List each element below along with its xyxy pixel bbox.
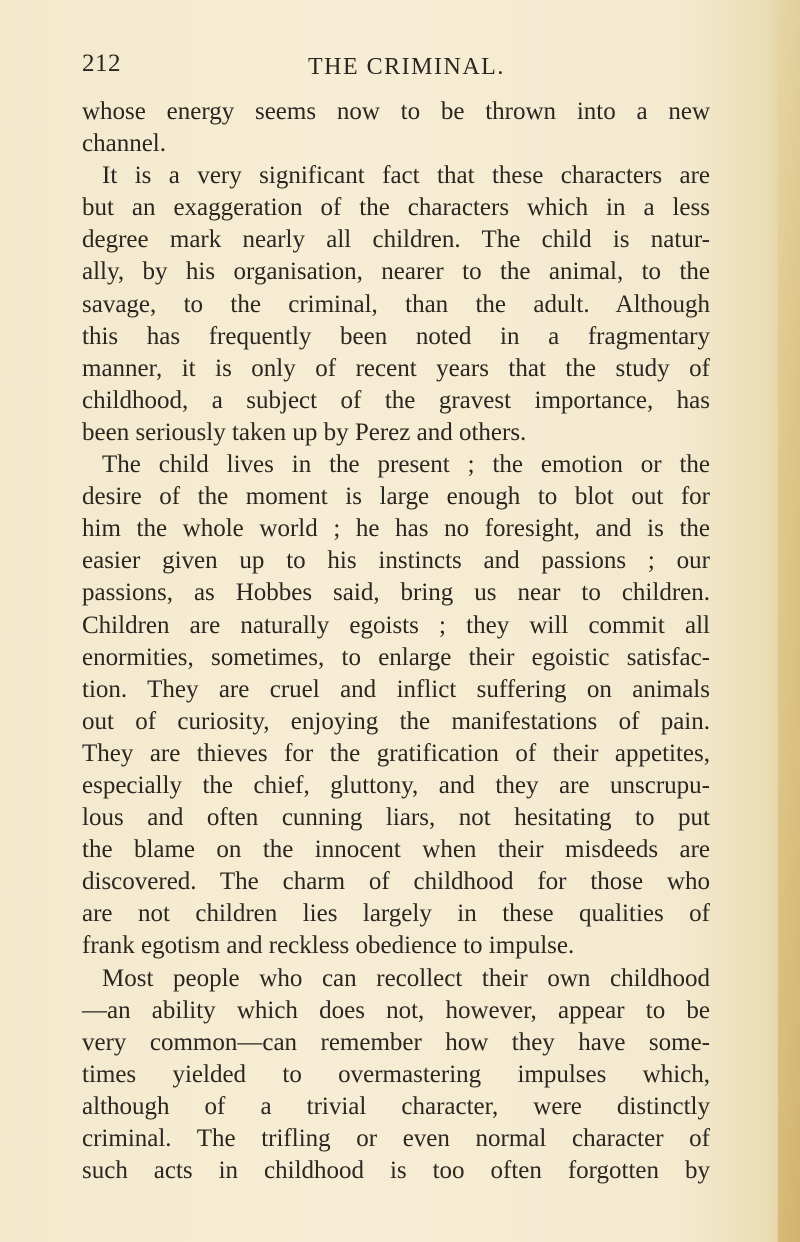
text-line: Most people who can recollect their own childhood xyxy=(102,964,710,992)
running-title: THE CRIMINAL. xyxy=(308,54,505,80)
text-line: Children are naturally egoists ; they will commit all xyxy=(82,611,710,639)
text-line: especially the chief, gluttony, and they are unscrupu- xyxy=(82,771,710,799)
text-line: enormities, sometimes, to enlarge their egoistic satisfac- xyxy=(82,643,710,671)
text-line: him the whole world ; he has no foresight, and is the xyxy=(82,515,710,543)
text-line: —an ability which does not, however, appear to be xyxy=(82,996,710,1024)
text-line: degree mark nearly all children. The child is natur- xyxy=(82,226,710,254)
text-line: It is a very significant fact that these characters are xyxy=(102,162,710,190)
text-line: this has frequently been noted in a fragmentary xyxy=(82,322,710,350)
text-line: They are thieves for the gratification of their appetites, xyxy=(82,739,710,767)
text-line: The child lives in the present ; the emotion or the xyxy=(102,451,710,479)
text-line: the blame on the innocent when their misdeeds are xyxy=(82,836,710,864)
text-line: discovered. The charm of childhood for those who xyxy=(82,868,710,896)
text-line: easier given up to his instincts and passions ; our xyxy=(82,547,710,575)
text-line: childhood, a subject of the gravest importance, has xyxy=(82,386,710,414)
text-line: channel. xyxy=(82,130,166,158)
page-edge-stain xyxy=(778,0,800,1242)
text-line: tion. They are cruel and inflict suffering on animals xyxy=(82,675,710,703)
text-line: but an exaggeration of the characters which in a less xyxy=(82,194,710,222)
text-line: been seriously taken up by Perez and others. xyxy=(82,418,527,446)
page-number: 212 xyxy=(82,50,121,77)
text-line: such acts in childhood is too often forgotten by xyxy=(82,1157,710,1185)
text-line: although of a trivial character, were distinctly xyxy=(82,1092,710,1120)
text-line: lous and often cunning liars, not hesitating to put xyxy=(82,804,710,832)
text-line: are not children lies largely in these qualities of xyxy=(82,900,710,928)
text-line: times yielded to overmastering impulses which, xyxy=(82,1060,710,1088)
text-line: whose energy seems now to be thrown into a new xyxy=(82,98,710,125)
text-line: savage, to the criminal, than the adult. Although xyxy=(82,290,710,318)
running-header xyxy=(82,50,722,84)
text-line: passions, as Hobbes said, bring us near to children. xyxy=(82,579,710,607)
text-line: manner, it is only of recent years that the study of xyxy=(82,354,710,382)
text-line: frank egotism and reckless obedience to impulse. xyxy=(82,932,575,960)
text-line: ally, by his organisation, nearer to the animal, to the xyxy=(82,258,710,286)
text-line: out of curiosity, enjoying the manifestations of pain. xyxy=(82,707,710,735)
text-line: desire of the moment is large enough to blot out for xyxy=(82,483,710,511)
text-line: criminal. The trifling or even normal character of xyxy=(82,1125,710,1152)
text-line: very common—can remember how they have some- xyxy=(82,1028,710,1056)
body-text xyxy=(82,96,710,1187)
